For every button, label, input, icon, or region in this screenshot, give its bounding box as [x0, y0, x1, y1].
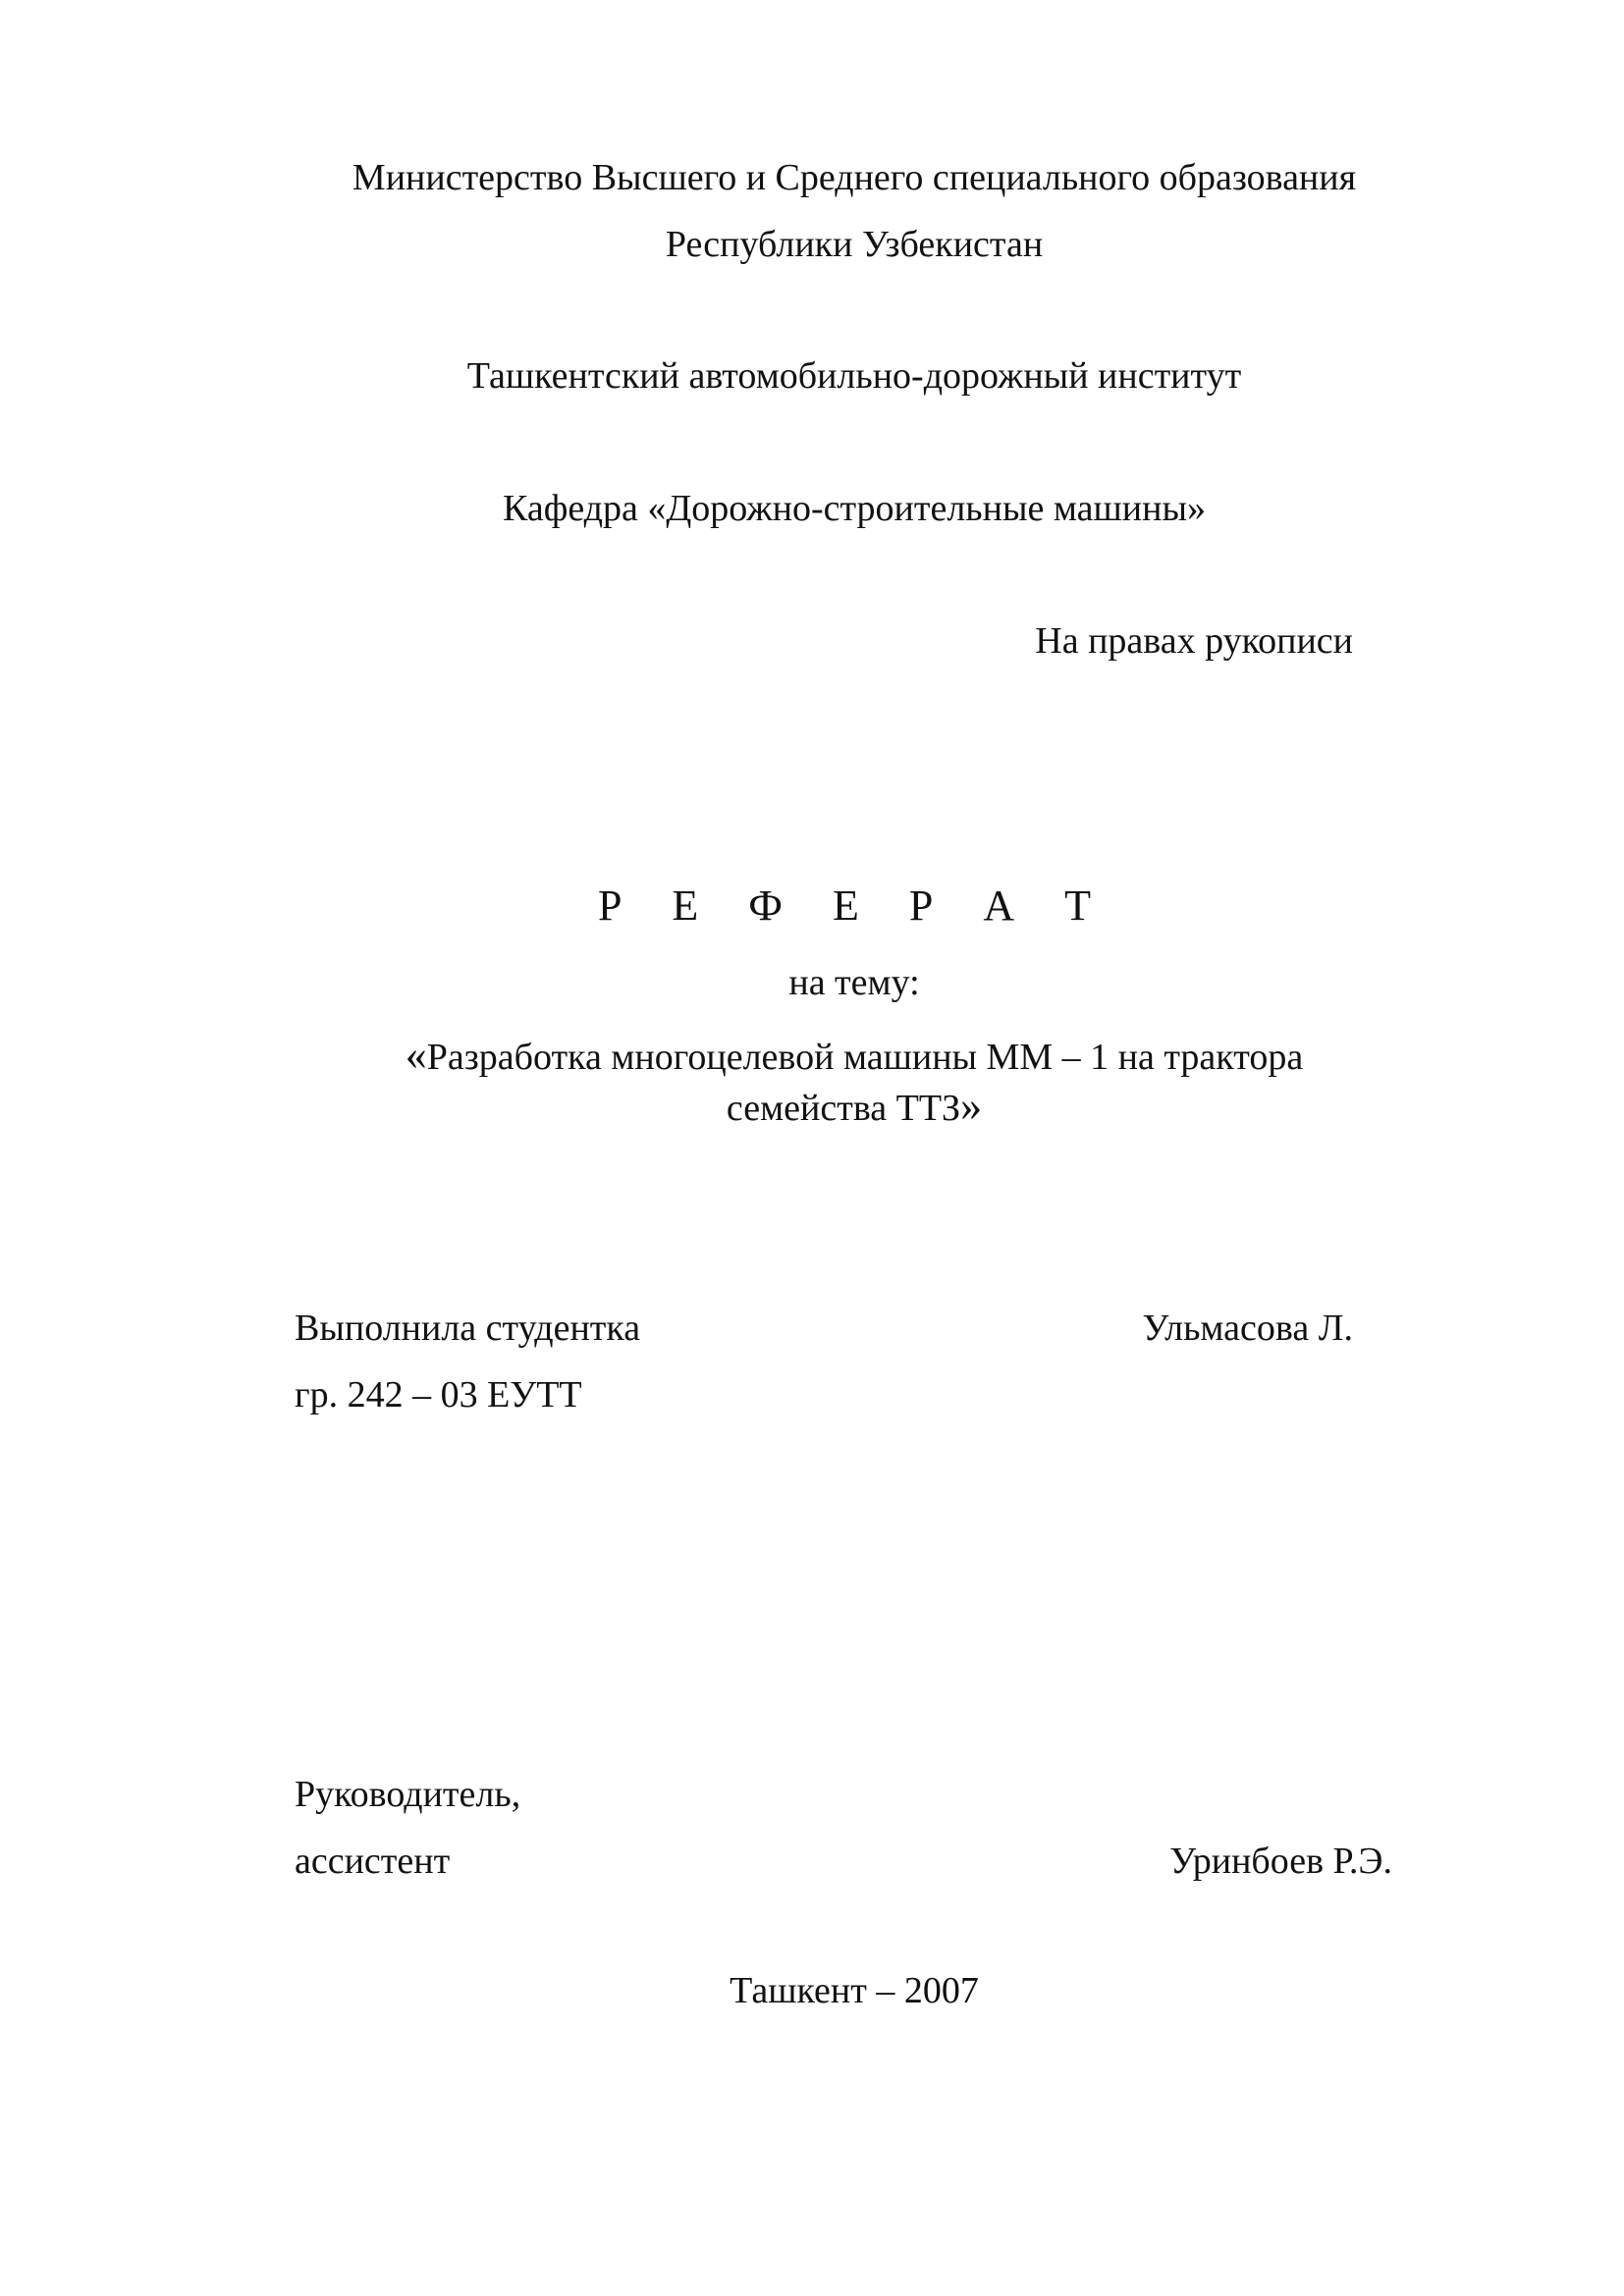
supervisor-role-line-1: Руководитель, [295, 1774, 521, 1815]
supervisor-name: Уринбоев Р.Э. [1169, 1841, 1392, 1882]
topic-open-quote: « [405, 1031, 427, 1079]
department-name: Кафедра «Дорожно-строительные машины» [502, 488, 1206, 529]
manuscript-note: На правах рукописи [1035, 620, 1353, 662]
supervisor-role-line-2: ассистент [295, 1841, 451, 1882]
author-role: Выполнила студентка [295, 1308, 641, 1349]
ministry-line-2: Республики Узбекистан [665, 224, 1044, 265]
institute-name: Ташкентский автомобильно-дорожный институт [466, 355, 1242, 397]
document-type-title: Р Е Ф Е Р А Т [597, 881, 1111, 930]
topic-line-1 [0, 1033, 1624, 1080]
author-group: гр. 242 – 03 ЕУТТ [295, 1374, 582, 1415]
topic-close-quote: » [960, 1082, 983, 1130]
topic-line-2-text: семейства ТТЗ [726, 1088, 961, 1129]
topic-line-2 [0, 1084, 1624, 1131]
author-name: Ульмасова Л. [1142, 1308, 1353, 1349]
topic-line-1-text: Разработка многоцелевой машины ММ – 1 на трактора [426, 1037, 1304, 1078]
ministry-line-1: Министерство Высшего и Среднего специального образования [352, 157, 1357, 198]
topic-intro: на тему: [788, 962, 920, 1003]
city-year: Ташкент – 2007 [730, 1970, 979, 2011]
